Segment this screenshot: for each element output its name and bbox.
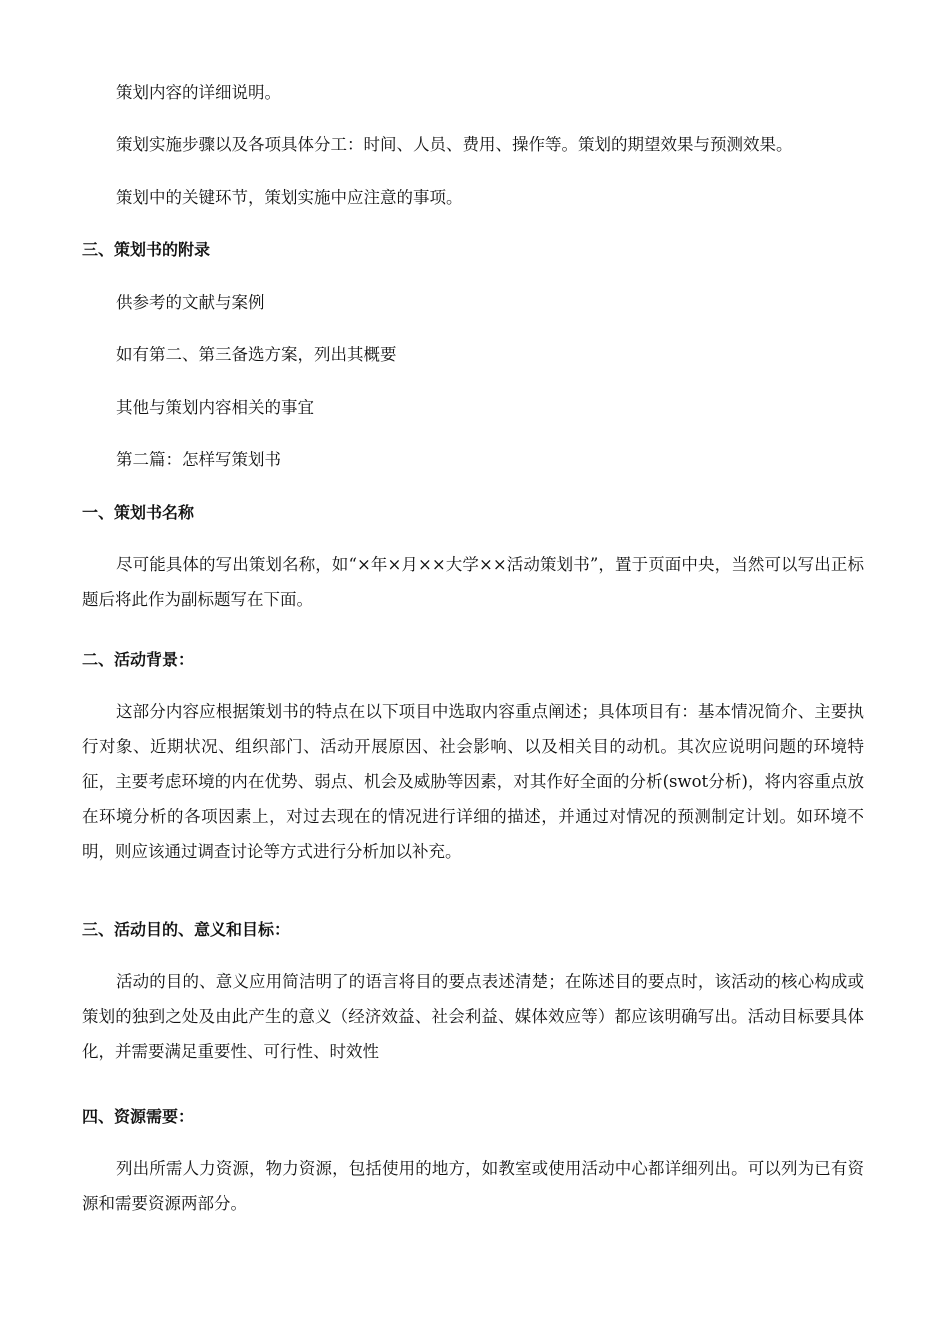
appendix-item: 如有第二、第三备选方案，列出其概要	[116, 345, 397, 364]
chapter-title: 第二篇：怎样写策划书	[116, 450, 281, 469]
text-line-plan-steps: 策划实施步骤以及各项具体分工：时间、人员、费用、操作等。策划的期望效果与预测效果。	[116, 135, 793, 154]
appendix-item: 其他与策划内容相关的事宜	[116, 398, 314, 417]
paragraph-resources: 列出所需人力资源，物力资源，包括使用的地方，如教室或使用活动中心都详细列出。可以列为已有资源和需要资源两部分。	[82, 1159, 864, 1213]
text-line-plan-detail: 策划内容的详细说明。	[116, 83, 281, 102]
paragraph-objectives: 活动的目的、意义应用简洁明了的语言将目的要点表述清楚；在陈述目的要点时，该活动的核心构成或策划的独到之处及由此产生的意义（经济效益、社会利益、媒体效应等）都应该明确写出。活动目标要具体化，并需要满足重要性、可行性、时效性	[82, 972, 864, 1061]
heading-background: 二、活动背景：	[82, 650, 195, 669]
heading-appendix: 三、策划书的附录	[82, 240, 211, 259]
text-line-key-points: 策划中的关键环节，策划实施中应注意的事项。	[116, 188, 463, 207]
heading-plan-name: 一、策划书名称	[82, 503, 195, 522]
heading-resources: 四、资源需要：	[82, 1107, 195, 1126]
paragraph-background: 这部分内容应根据策划书的特点在以下项目中选取内容重点阐述；具体项目有：基本情况简介、主要执行对象、近期状况、组织部门、活动开展原因、社会影响、以及相关目的动机。其次应说明问题的环境特征，主要考虑环境的内在优势、弱点、机会及威胁等因素，对其作好全面的分析(swot分析)，将内容重点放在环境分析的各项因素上，对过去现在的情况进行详细的描述，并通过对情况的预测制定计划。如环境不明，则应该通过调查讨论等方式进行分析加以补充。	[82, 702, 864, 861]
paragraph-plan-name: 尽可能具体的写出策划名称，如“×年×月××大学××活动策划书”，置于页面中央，当然可以写出正标题后将此作为副标题写在下面。	[82, 555, 864, 609]
heading-objectives: 三、活动目的、意义和目标：	[82, 920, 291, 939]
appendix-item: 供参考的文献与案例	[116, 293, 265, 312]
